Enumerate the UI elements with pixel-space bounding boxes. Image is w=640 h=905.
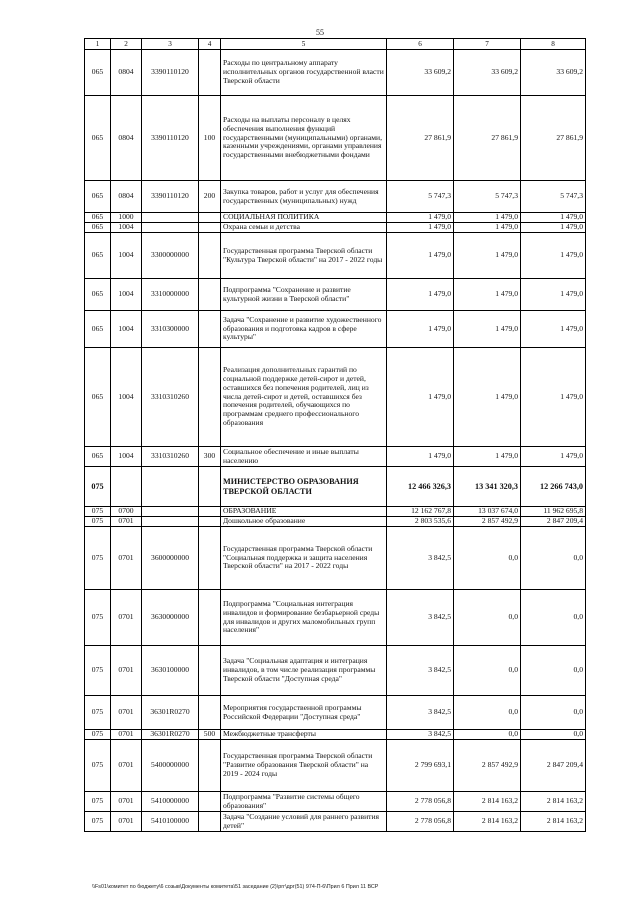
target-article-cell: 3300000000: [142, 233, 199, 279]
column-header: 4: [199, 39, 221, 50]
table-row: [85, 233, 586, 279]
amount-year2-cell: 27 861,9: [454, 96, 521, 181]
amount-year1-cell: 3 842,5: [387, 527, 454, 590]
section-code-cell: 0804: [111, 181, 142, 213]
expense-type-cell: [199, 696, 221, 730]
amount-year2-cell: 1 479,0: [454, 447, 521, 467]
target-article-cell: [142, 213, 199, 223]
amount-year2-cell: 2 814 163,2: [454, 812, 521, 832]
table-row: [85, 507, 586, 517]
budget-table: [84, 38, 586, 832]
amount-year3-cell: 1 479,0: [521, 447, 586, 467]
amount-year3-cell: 1 479,0: [521, 223, 586, 233]
target-article-cell: [142, 517, 199, 527]
item-name-cell: Подпрограмма "Развитие системы общего образования": [221, 792, 387, 812]
item-name-cell: Задача "Создание условий для раннего развития детей": [221, 812, 387, 832]
item-name-cell: Задача "Социальная адаптация и интеграция инвалидов, в том числе реализация программы Тверской области "Доступная среда": [221, 646, 387, 696]
expense-type-cell: [199, 279, 221, 311]
amount-year3-cell: 2 814 163,2: [521, 792, 586, 812]
section-code-cell: 0804: [111, 96, 142, 181]
column-header: 5: [221, 39, 387, 50]
column-header: 7: [454, 39, 521, 50]
target-article-cell: 36301R0270: [142, 696, 199, 730]
amount-year3-cell: 1 479,0: [521, 233, 586, 279]
table-row: [85, 467, 586, 507]
section-code-cell: 1004: [111, 223, 142, 233]
chapter-code-cell: 065: [85, 233, 111, 279]
item-name-cell: Расходы на выплаты персоналу в целях обеспечения выполнения функций государственными (муниципальными) органами, казенными учреждениями, органами управления государственными внебюджетными фондами: [221, 96, 387, 181]
amount-year1-cell: 5 747,3: [387, 181, 454, 213]
section-code-cell: 1000: [111, 213, 142, 223]
table-row: [85, 590, 586, 646]
target-article-cell: 3310300000: [142, 311, 199, 348]
amount-year2-cell: 1 479,0: [454, 233, 521, 279]
amount-year2-cell: 13 341 320,3: [454, 467, 521, 507]
amount-year1-cell: 1 479,0: [387, 213, 454, 223]
table-row: [85, 646, 586, 696]
column-header: 1: [85, 39, 111, 50]
target-article-cell: 36301R0270: [142, 730, 199, 740]
target-article-cell: [142, 467, 199, 507]
amount-year1-cell: 1 479,0: [387, 348, 454, 447]
chapter-code-cell: 065: [85, 223, 111, 233]
expense-type-cell: [199, 311, 221, 348]
item-name-cell: Расходы по центральному аппарату исполнительных органов государственной власти Тверской области: [221, 50, 387, 96]
amount-year3-cell: 27 861,9: [521, 96, 586, 181]
expense-type-cell: [199, 527, 221, 590]
amount-year2-cell: 13 037 674,0: [454, 507, 521, 517]
chapter-code-cell: 075: [85, 527, 111, 590]
chapter-code-cell: 075: [85, 730, 111, 740]
document-file-path: \\Fs01\комитет по бюджету\6 созыв\Документы комитета\51 заседание (2)\ргг\дрг(51) 974-П-6\Прил 6 Прил 11 ВСР: [92, 884, 379, 890]
amount-year2-cell: 1 479,0: [454, 279, 521, 311]
chapter-code-cell: 075: [85, 590, 111, 646]
amount-year3-cell: 2 847 209,4: [521, 740, 586, 792]
amount-year1-cell: 1 479,0: [387, 223, 454, 233]
table-row: [85, 311, 586, 348]
expense-type-cell: 300: [199, 447, 221, 467]
table-row: [85, 517, 586, 527]
item-name-cell: Государственная программа Тверской области "Социальная поддержка и защита населения Тверской области" на 2017 - 2022 годы: [221, 527, 387, 590]
amount-year1-cell: 3 842,5: [387, 646, 454, 696]
table-header-row: [85, 39, 586, 50]
section-code-cell: 1004: [111, 279, 142, 311]
target-article-cell: 3310310260: [142, 447, 199, 467]
amount-year2-cell: 1 479,0: [454, 311, 521, 348]
item-name-cell: Подпрограмма "Социальная интеграция инвалидов и формирование безбарьерной среды для инвалидов и других маломобильных групп населения": [221, 590, 387, 646]
amount-year3-cell: 0,0: [521, 527, 586, 590]
amount-year2-cell: 33 609,2: [454, 50, 521, 96]
chapter-code-cell: 065: [85, 348, 111, 447]
amount-year3-cell: 1 479,0: [521, 279, 586, 311]
amount-year2-cell: 0,0: [454, 730, 521, 740]
amount-year3-cell: 0,0: [521, 646, 586, 696]
amount-year3-cell: 2 814 163,2: [521, 812, 586, 832]
section-code-cell: 0804: [111, 50, 142, 96]
amount-year1-cell: 2 778 056,8: [387, 812, 454, 832]
expense-type-cell: [199, 590, 221, 646]
amount-year2-cell: 0,0: [454, 590, 521, 646]
item-name-cell: СОЦИАЛЬНАЯ ПОЛИТИКА: [221, 213, 387, 223]
amount-year2-cell: 2 857 492,9: [454, 517, 521, 527]
expense-type-cell: [199, 348, 221, 447]
table-row: [85, 213, 586, 223]
item-name-cell: Охрана семьи и детства: [221, 223, 387, 233]
section-code-cell: 1004: [111, 311, 142, 348]
column-header: 6: [387, 39, 454, 50]
expense-type-cell: [199, 792, 221, 812]
amount-year3-cell: 1 479,0: [521, 311, 586, 348]
table-row: [85, 527, 586, 590]
amount-year3-cell: 11 962 695,8: [521, 507, 586, 517]
section-code-cell: 0701: [111, 590, 142, 646]
amount-year1-cell: 2 799 693,1: [387, 740, 454, 792]
table-row: [85, 348, 586, 447]
section-code-cell: 1004: [111, 447, 142, 467]
amount-year3-cell: 12 266 743,0: [521, 467, 586, 507]
amount-year2-cell: 2 814 163,2: [454, 792, 521, 812]
amount-year1-cell: 3 842,5: [387, 696, 454, 730]
table-row: [85, 812, 586, 832]
amount-year1-cell: 1 479,0: [387, 233, 454, 279]
chapter-code-cell: 075: [85, 812, 111, 832]
amount-year3-cell: 0,0: [521, 696, 586, 730]
column-header: 2: [111, 39, 142, 50]
chapter-code-cell: 065: [85, 96, 111, 181]
amount-year1-cell: 2 778 056,8: [387, 792, 454, 812]
item-name-cell: Государственная программа Тверской области "Культура Тверской области" на 2017 - 2022 годы: [221, 233, 387, 279]
item-name-cell: Закупка товаров, работ и услуг для обеспечения государственных (муниципальных) нужд: [221, 181, 387, 213]
amount-year1-cell: 1 479,0: [387, 279, 454, 311]
amount-year3-cell: 0,0: [521, 590, 586, 646]
amount-year2-cell: 1 479,0: [454, 213, 521, 223]
item-name-cell: ОБРАЗОВАНИЕ: [221, 507, 387, 517]
expense-type-cell: [199, 50, 221, 96]
target-article-cell: 3390110120: [142, 50, 199, 96]
chapter-code-cell: 075: [85, 646, 111, 696]
column-header: 3: [142, 39, 199, 50]
chapter-code-cell: 075: [85, 792, 111, 812]
item-name-cell: Социальное обеспечение и иные выплаты населению: [221, 447, 387, 467]
target-article-cell: [142, 507, 199, 517]
section-code-cell: [111, 467, 142, 507]
item-name-cell: Межбюджетные трансферты: [221, 730, 387, 740]
expense-type-cell: [199, 740, 221, 792]
table-row: [85, 447, 586, 467]
expense-type-cell: 200: [199, 181, 221, 213]
amount-year3-cell: 2 847 209,4: [521, 517, 586, 527]
section-code-cell: 0701: [111, 517, 142, 527]
chapter-code-cell: 075: [85, 517, 111, 527]
table-row: [85, 696, 586, 730]
amount-year3-cell: 1 479,0: [521, 348, 586, 447]
amount-year1-cell: 1 479,0: [387, 311, 454, 348]
amount-year1-cell: 2 803 535,6: [387, 517, 454, 527]
chapter-code-cell: 075: [85, 467, 111, 507]
section-code-cell: 0700: [111, 507, 142, 517]
item-name-cell: Подпрограмма "Сохранение и развитие культурной жизни в Тверской области": [221, 279, 387, 311]
item-name-cell: Дошкольное образование: [221, 517, 387, 527]
target-article-cell: 3630000000: [142, 590, 199, 646]
amount-year2-cell: 1 479,0: [454, 223, 521, 233]
table-row: [85, 279, 586, 311]
chapter-code-cell: 075: [85, 507, 111, 517]
amount-year2-cell: 1 479,0: [454, 348, 521, 447]
target-article-cell: 3600000000: [142, 527, 199, 590]
amount-year1-cell: 27 861,9: [387, 96, 454, 181]
amount-year1-cell: 3 842,5: [387, 590, 454, 646]
expense-type-cell: 100: [199, 96, 221, 181]
expense-type-cell: [199, 812, 221, 832]
chapter-code-cell: 065: [85, 181, 111, 213]
chapter-code-cell: 065: [85, 50, 111, 96]
amount-year3-cell: 1 479,0: [521, 213, 586, 223]
table-row: [85, 181, 586, 213]
amount-year1-cell: 12 162 767,8: [387, 507, 454, 517]
amount-year1-cell: 12 466 326,3: [387, 467, 454, 507]
target-article-cell: 5400000000: [142, 740, 199, 792]
item-name-cell: МИНИСТЕРСТВО ОБРАЗОВАНИЯ ТВЕРСКОЙ ОБЛАСТИ: [221, 467, 387, 507]
target-article-cell: 5410100000: [142, 812, 199, 832]
expense-type-cell: [199, 646, 221, 696]
chapter-code-cell: 075: [85, 740, 111, 792]
section-code-cell: 1004: [111, 233, 142, 279]
section-code-cell: 0701: [111, 812, 142, 832]
item-name-cell: Задача "Сохранение и развитие художественного образования и подготовка кадров в сфере культуры": [221, 311, 387, 348]
item-name-cell: Мероприятия государственной программы Российской Федерации "Доступная среда": [221, 696, 387, 730]
expense-type-cell: [199, 517, 221, 527]
table-row: [85, 50, 586, 96]
amount-year2-cell: 0,0: [454, 696, 521, 730]
target-article-cell: 3310000000: [142, 279, 199, 311]
target-article-cell: 5410000000: [142, 792, 199, 812]
amount-year1-cell: 3 842,5: [387, 730, 454, 740]
chapter-code-cell: 075: [85, 696, 111, 730]
expense-type-cell: [199, 223, 221, 233]
amount-year3-cell: 0,0: [521, 730, 586, 740]
section-code-cell: 1004: [111, 348, 142, 447]
chapter-code-cell: 065: [85, 279, 111, 311]
section-code-cell: 0701: [111, 646, 142, 696]
table-row: [85, 223, 586, 233]
section-code-cell: 0701: [111, 527, 142, 590]
amount-year1-cell: 1 479,0: [387, 447, 454, 467]
item-name-cell: Реализация дополнительных гарантий по социальной поддержке детей-сирот и детей, оставшихся без попечения родителей, лиц из числа детей-сирот и детей, оставшихся без попечения родителей, обучающихся по программам среднего профессионального образования: [221, 348, 387, 447]
table-row: [85, 792, 586, 812]
table-row: [85, 730, 586, 740]
target-article-cell: 3310310260: [142, 348, 199, 447]
target-article-cell: 3630100000: [142, 646, 199, 696]
page-number: 55: [316, 28, 324, 37]
amount-year2-cell: 0,0: [454, 646, 521, 696]
section-code-cell: 0701: [111, 730, 142, 740]
amount-year3-cell: 33 609,2: [521, 50, 586, 96]
expense-type-cell: [199, 507, 221, 517]
chapter-code-cell: 065: [85, 447, 111, 467]
table-row: [85, 96, 586, 181]
expense-type-cell: [199, 233, 221, 279]
expense-type-cell: [199, 213, 221, 223]
target-article-cell: [142, 223, 199, 233]
table-row: [85, 740, 586, 792]
amount-year2-cell: 0,0: [454, 527, 521, 590]
amount-year3-cell: 5 747,3: [521, 181, 586, 213]
target-article-cell: 3390110120: [142, 181, 199, 213]
item-name-cell: Государственная программа Тверской области "Развитие образования Тверской области" на 2019 - 2024 годы: [221, 740, 387, 792]
expense-type-cell: 500: [199, 730, 221, 740]
column-header: 8: [521, 39, 586, 50]
section-code-cell: 0701: [111, 792, 142, 812]
amount-year2-cell: 5 747,3: [454, 181, 521, 213]
section-code-cell: 0701: [111, 696, 142, 730]
chapter-code-cell: 065: [85, 213, 111, 223]
section-code-cell: 0701: [111, 740, 142, 792]
chapter-code-cell: 065: [85, 311, 111, 348]
amount-year1-cell: 33 609,2: [387, 50, 454, 96]
expense-type-cell: [199, 467, 221, 507]
target-article-cell: 3390110120: [142, 96, 199, 181]
amount-year2-cell: 2 857 492,9: [454, 740, 521, 792]
